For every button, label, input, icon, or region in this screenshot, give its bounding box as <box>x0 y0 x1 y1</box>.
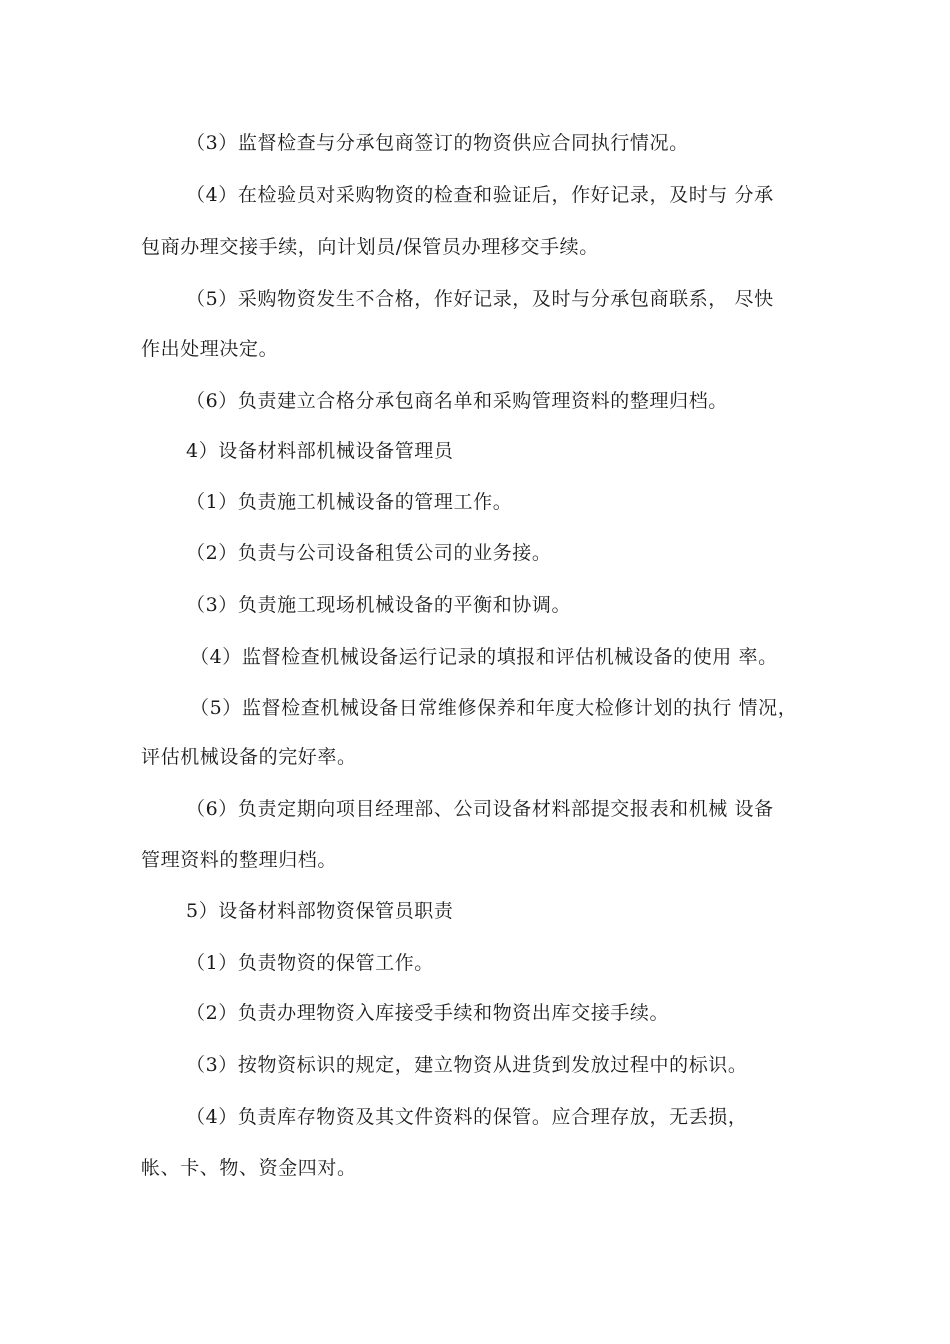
paragraph-line: （5）监督检查机械设备日常维修保养和年度大检修计划的执行 情况， <box>190 697 798 719</box>
paragraph-line: （1）负责物资的保管工作。 <box>186 952 434 974</box>
section-heading: 4）设备材料部机械设备管理员 <box>186 440 454 462</box>
section-heading: 5）设备材料部物资保管员职责 <box>186 900 454 922</box>
paragraph-line: （5）采购物资发生不合格，作好记录，及时与分承包商联系， 尽快 <box>186 288 774 310</box>
paragraph-line: （4）监督检查机械设备运行记录的填报和评估机械设备的使用 率。 <box>190 646 778 668</box>
paragraph-line: （6）负责建立合格分承包商名单和采购管理资料的整理归档。 <box>186 390 728 412</box>
paragraph-line: （3）负责施工现场机械设备的平衡和协调。 <box>186 594 572 616</box>
paragraph-line: （4）在检验员对采购物资的检查和验证后，作好记录，及时与 分承 <box>186 184 774 206</box>
paragraph-line: 帐、卡、物、资金四对。 <box>141 1157 357 1179</box>
paragraph-line: （1）负责施工机械设备的管理工作。 <box>186 491 513 513</box>
paragraph-line: 管理资料的整理归档。 <box>141 849 338 871</box>
paragraph-line: （3）按物资标识的规定，建立物资从进货到发放过程中的标识。 <box>186 1054 748 1076</box>
paragraph-line: （2）负责办理物资入库接受手续和物资出库交接手续。 <box>186 1002 670 1024</box>
paragraph-line: （4）负责库存物资及其文件资料的保管。应合理存放，无丢损， <box>186 1106 748 1128</box>
paragraph-line: （3）监督检查与分承包商签订的物资供应合同执行情况。 <box>186 132 689 154</box>
paragraph-line: 作出处理决定。 <box>141 338 279 360</box>
paragraph-line: （6）负责定期向项目经理部、公司设备材料部提交报表和机械 设备 <box>186 798 774 820</box>
paragraph-line: 评估机械设备的完好率。 <box>141 746 357 768</box>
paragraph-line: 包商办理交接手续，向计划员/保管员办理移交手续。 <box>141 236 599 258</box>
paragraph-line: （2）负责与公司设备租赁公司的业务接。 <box>186 542 552 564</box>
